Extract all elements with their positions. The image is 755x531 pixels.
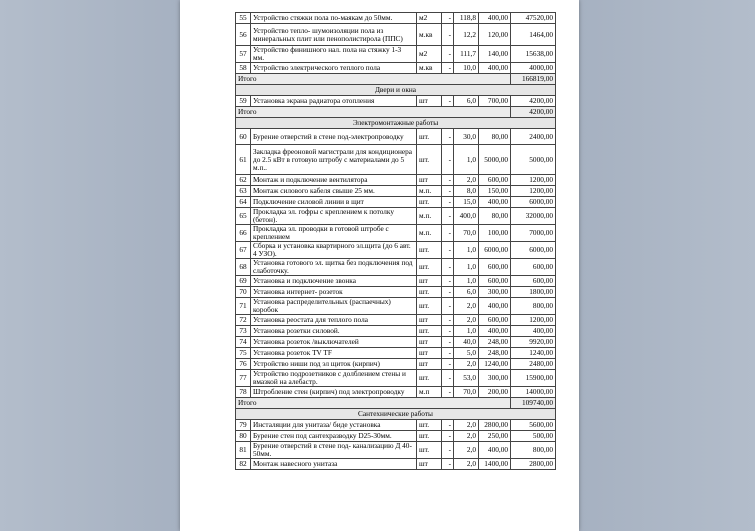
item-sum: 4000,00 (511, 63, 556, 74)
item-dash: - (442, 326, 454, 337)
item-number: 61 (236, 145, 251, 175)
item-price: 400,00 (479, 63, 511, 74)
item-sum: 15638,00 (511, 46, 556, 63)
item-description: Устройство ниши под эл щиток (кирпич) (251, 359, 417, 370)
item-price: 300,00 (479, 287, 511, 298)
item-unit: м.п. (417, 186, 442, 197)
item-quantity: 1,0 (454, 242, 479, 259)
item-dash: - (442, 96, 454, 107)
item-quantity: 6,0 (454, 96, 479, 107)
item-description: Подключение силовой линии в щит (251, 197, 417, 208)
item-dash: - (442, 145, 454, 175)
item-number: 70 (236, 287, 251, 298)
item-quantity: 10,0 (454, 63, 479, 74)
item-unit: шт. (417, 442, 442, 459)
total-label: Итого (236, 398, 511, 409)
item-number: 82 (236, 459, 251, 470)
item-number: 76 (236, 359, 251, 370)
table-row (236, 315, 556, 326)
item-unit: м2 (417, 46, 442, 63)
item-quantity: 53,0 (454, 370, 479, 387)
item-sum: 5000,00 (511, 145, 556, 175)
item-sum: 6000,00 (511, 242, 556, 259)
item-price: 400,00 (479, 326, 511, 337)
item-description: Устройство электрического теплого пола (251, 63, 417, 74)
item-sum: 5600,00 (511, 420, 556, 431)
item-description: Закладка фреоновой магистрали для кондиционера до 2.5 кВт в готовую штробу с материалами до 5 м.п.. (251, 145, 417, 175)
item-sum: 500,00 (511, 431, 556, 442)
item-description: Устройство подрозетников с долблением стены и вмазкой на алебастр. (251, 370, 417, 387)
item-sum: 47520,00 (511, 13, 556, 24)
item-sum: 400,00 (511, 326, 556, 337)
item-unit: шт. (417, 298, 442, 315)
item-number: 63 (236, 186, 251, 197)
item-number: 74 (236, 337, 251, 348)
item-number: 72 (236, 315, 251, 326)
item-dash: - (442, 315, 454, 326)
table-row (236, 337, 556, 348)
item-quantity: 8,0 (454, 186, 479, 197)
item-dash: - (442, 276, 454, 287)
estimate-table (235, 12, 556, 470)
item-unit: м2 (417, 13, 442, 24)
item-price: 1400,00 (479, 459, 511, 470)
total-row (236, 107, 556, 118)
item-quantity: 2,0 (454, 442, 479, 459)
item-description: Штробление стен (кирпич) под электропроводку (251, 387, 417, 398)
item-price: 400,00 (479, 13, 511, 24)
item-sum: 600,00 (511, 259, 556, 276)
item-unit: шт. (417, 242, 442, 259)
item-description: Установка распределительных (распаечных) коробок (251, 298, 417, 315)
item-dash: - (442, 337, 454, 348)
item-sum: 15900,00 (511, 370, 556, 387)
item-unit: шт. (417, 287, 442, 298)
item-dash: - (442, 298, 454, 315)
item-price: 100,00 (479, 225, 511, 242)
item-price: 120,00 (479, 24, 511, 46)
workspace-left (0, 0, 180, 531)
item-price: 248,00 (479, 337, 511, 348)
item-price: 400,00 (479, 197, 511, 208)
item-price: 2800,00 (479, 420, 511, 431)
table-row (236, 186, 556, 197)
item-price: 600,00 (479, 276, 511, 287)
item-price: 400,00 (479, 442, 511, 459)
item-quantity: 111,7 (454, 46, 479, 63)
item-quantity: 30,0 (454, 129, 479, 145)
item-price: 80,00 (479, 129, 511, 145)
total-sum: 109740,00 (511, 398, 556, 409)
item-quantity: 5,0 (454, 348, 479, 359)
item-number: 80 (236, 431, 251, 442)
item-sum: 1240,00 (511, 348, 556, 359)
section-header-row (236, 118, 556, 129)
item-unit: м.п. (417, 225, 442, 242)
item-description: Устройство финишного нал. пола на стяжку 1-3 мм. (251, 46, 417, 63)
item-price: 6000,00 (479, 242, 511, 259)
item-description: Установка розеток TV TF (251, 348, 417, 359)
item-number: 69 (236, 276, 251, 287)
section-title: Двери и окна (236, 85, 556, 96)
item-price: 250,00 (479, 431, 511, 442)
item-price: 700,00 (479, 96, 511, 107)
item-number: 67 (236, 242, 251, 259)
item-number: 77 (236, 370, 251, 387)
item-price: 150,00 (479, 186, 511, 197)
item-unit: шт (417, 96, 442, 107)
item-sum: 9920,00 (511, 337, 556, 348)
item-price: 600,00 (479, 315, 511, 326)
item-sum: 1800,00 (511, 287, 556, 298)
item-description: Бурение стен под сантехразводку D25-30мм. (251, 431, 417, 442)
item-sum: 2800,00 (511, 459, 556, 470)
total-row (236, 398, 556, 409)
item-quantity: 118,8 (454, 13, 479, 24)
table-row (236, 225, 556, 242)
item-quantity: 2,0 (454, 298, 479, 315)
table-row (236, 348, 556, 359)
item-quantity: 2,0 (454, 315, 479, 326)
item-quantity: 70,0 (454, 387, 479, 398)
item-description: Монтаж навесного унитаза (251, 459, 417, 470)
item-dash: - (442, 197, 454, 208)
item-price: 1240,00 (479, 359, 511, 370)
item-unit: шт. (417, 129, 442, 145)
item-description: Установка розетки силовой. (251, 326, 417, 337)
item-sum: 1464,00 (511, 24, 556, 46)
table-row (236, 242, 556, 259)
item-price: 300,00 (479, 370, 511, 387)
item-dash: - (442, 370, 454, 387)
item-sum: 7000,00 (511, 225, 556, 242)
item-description: Установка интернет- розеток (251, 287, 417, 298)
table-row (236, 420, 556, 431)
item-number: 57 (236, 46, 251, 63)
item-quantity: 12,2 (454, 24, 479, 46)
table-row (236, 259, 556, 276)
item-dash: - (442, 208, 454, 225)
item-unit: шт (417, 276, 442, 287)
section-header-row (236, 409, 556, 420)
table-row (236, 63, 556, 74)
item-quantity: 1,0 (454, 326, 479, 337)
table-row (236, 145, 556, 175)
item-dash: - (442, 420, 454, 431)
table-row (236, 13, 556, 24)
table-row (236, 24, 556, 46)
item-quantity: 2,0 (454, 431, 479, 442)
item-sum: 1200,00 (511, 315, 556, 326)
table-row (236, 298, 556, 315)
item-unit: шт (417, 175, 442, 186)
item-dash: - (442, 175, 454, 186)
item-price: 80,00 (479, 208, 511, 225)
table-row (236, 197, 556, 208)
item-description: Монтаж и подключение вентилятора (251, 175, 417, 186)
table-row (236, 96, 556, 107)
table-row (236, 129, 556, 145)
item-quantity: 70,0 (454, 225, 479, 242)
total-label: Итого (236, 74, 511, 85)
item-number: 65 (236, 208, 251, 225)
item-unit: шт. (417, 326, 442, 337)
item-unit: шт (417, 359, 442, 370)
item-description: Монтаж силового кабеля свыше 25 мм. (251, 186, 417, 197)
item-dash: - (442, 259, 454, 276)
item-sum: 1200,00 (511, 186, 556, 197)
item-description: Установка готового эл. щитка без подключения под слаботочку. (251, 259, 417, 276)
item-unit: м.п (417, 387, 442, 398)
item-number: 59 (236, 96, 251, 107)
item-unit: шт. (417, 370, 442, 387)
item-sum: 800,00 (511, 298, 556, 315)
item-quantity: 6,0 (454, 287, 479, 298)
item-sum: 600,00 (511, 276, 556, 287)
item-number: 73 (236, 326, 251, 337)
item-sum: 2480,00 (511, 359, 556, 370)
total-label: Итого (236, 107, 511, 118)
item-number: 81 (236, 442, 251, 459)
item-dash: - (442, 442, 454, 459)
item-quantity: 400,0 (454, 208, 479, 225)
item-quantity: 1,0 (454, 145, 479, 175)
workspace-right (579, 0, 755, 531)
item-number: 71 (236, 298, 251, 315)
section-title: Сантехнические работы (236, 409, 556, 420)
item-quantity: 2,0 (454, 459, 479, 470)
item-description: Установка и подключение звонка (251, 276, 417, 287)
table-row (236, 387, 556, 398)
item-dash: - (442, 348, 454, 359)
item-dash: - (442, 359, 454, 370)
item-price: 600,00 (479, 259, 511, 276)
item-price: 400,00 (479, 298, 511, 315)
item-dash: - (442, 46, 454, 63)
item-sum: 800,00 (511, 442, 556, 459)
item-sum: 4200,00 (511, 96, 556, 107)
item-description: Прокладка эл. гофры с креплением к потолку (бетон). (251, 208, 417, 225)
item-dash: - (442, 186, 454, 197)
table-row (236, 459, 556, 470)
table-row (236, 326, 556, 337)
item-price: 248,00 (479, 348, 511, 359)
item-dash: - (442, 431, 454, 442)
item-unit: м.кв (417, 24, 442, 46)
item-dash: - (442, 63, 454, 74)
item-number: 58 (236, 63, 251, 74)
table-row (236, 431, 556, 442)
item-number: 56 (236, 24, 251, 46)
item-description: Прокладка эл. проводки в готовой штробе с креплением (251, 225, 417, 242)
item-dash: - (442, 287, 454, 298)
table-row (236, 175, 556, 186)
item-description: Бурение отверстий в стене под-электропроводку (251, 129, 417, 145)
section-title: Электромонтажные работы (236, 118, 556, 129)
table-row (236, 370, 556, 387)
table-row (236, 208, 556, 225)
item-unit: м.п. (417, 208, 442, 225)
item-unit: шт (417, 315, 442, 326)
item-dash: - (442, 459, 454, 470)
item-sum: 1200,00 (511, 175, 556, 186)
item-quantity: 1,0 (454, 276, 479, 287)
table-row (236, 287, 556, 298)
item-quantity: 1,0 (454, 259, 479, 276)
item-unit: шт. (417, 145, 442, 175)
item-number: 68 (236, 259, 251, 276)
item-price: 5000,00 (479, 145, 511, 175)
table-row (236, 359, 556, 370)
item-sum: 14000,00 (511, 387, 556, 398)
item-unit: шт. (417, 259, 442, 276)
item-description: Устройство стяжки пола по-маякам до 50мм. (251, 13, 417, 24)
table-row (236, 442, 556, 459)
item-description: Бурение отверстий в стене под- канализацию Д 40-50мм. (251, 442, 417, 459)
item-dash: - (442, 242, 454, 259)
item-description: Сборка и установка квартирного эл.щита (до 6 авт. 4 УЗО). (251, 242, 417, 259)
item-number: 60 (236, 129, 251, 145)
item-quantity: 15,0 (454, 197, 479, 208)
item-sum: 2400,00 (511, 129, 556, 145)
item-description: Устройство тепло- шумоизоляции пола из минеральных плит или пенополистирола (ППС) (251, 24, 417, 46)
item-quantity: 40,0 (454, 337, 479, 348)
item-unit: шт (417, 459, 442, 470)
item-dash: - (442, 225, 454, 242)
item-quantity: 2,0 (454, 420, 479, 431)
item-dash: - (442, 129, 454, 145)
item-unit: шт (417, 348, 442, 359)
item-number: 62 (236, 175, 251, 186)
item-sum: 6000,00 (511, 197, 556, 208)
item-dash: - (442, 13, 454, 24)
item-description: Установка розеток /выключателей (251, 337, 417, 348)
item-price: 200,00 (479, 387, 511, 398)
item-unit: шт. (417, 197, 442, 208)
item-number: 64 (236, 197, 251, 208)
table-row (236, 276, 556, 287)
item-number: 66 (236, 225, 251, 242)
item-price: 140,00 (479, 46, 511, 63)
total-sum: 166819,00 (511, 74, 556, 85)
document-page (180, 0, 579, 531)
total-sum: 4200,00 (511, 107, 556, 118)
total-row (236, 74, 556, 85)
item-price: 600,00 (479, 175, 511, 186)
item-number: 78 (236, 387, 251, 398)
item-unit: м.кв (417, 63, 442, 74)
item-number: 75 (236, 348, 251, 359)
section-header-row (236, 85, 556, 96)
item-dash: - (442, 387, 454, 398)
item-number: 79 (236, 420, 251, 431)
table-row (236, 46, 556, 63)
item-description: Установка реостата для теплого пола (251, 315, 417, 326)
item-number: 55 (236, 13, 251, 24)
item-unit: шт. (417, 431, 442, 442)
item-quantity: 2,0 (454, 175, 479, 186)
item-unit: шт (417, 337, 442, 348)
item-sum: 32000,00 (511, 208, 556, 225)
item-quantity: 2,0 (454, 359, 479, 370)
item-description: Инсталяции для унитаза/ биде установка (251, 420, 417, 431)
item-unit: шт. (417, 420, 442, 431)
item-dash: - (442, 24, 454, 46)
item-description: Установка экрана радиатора отопления (251, 96, 417, 107)
